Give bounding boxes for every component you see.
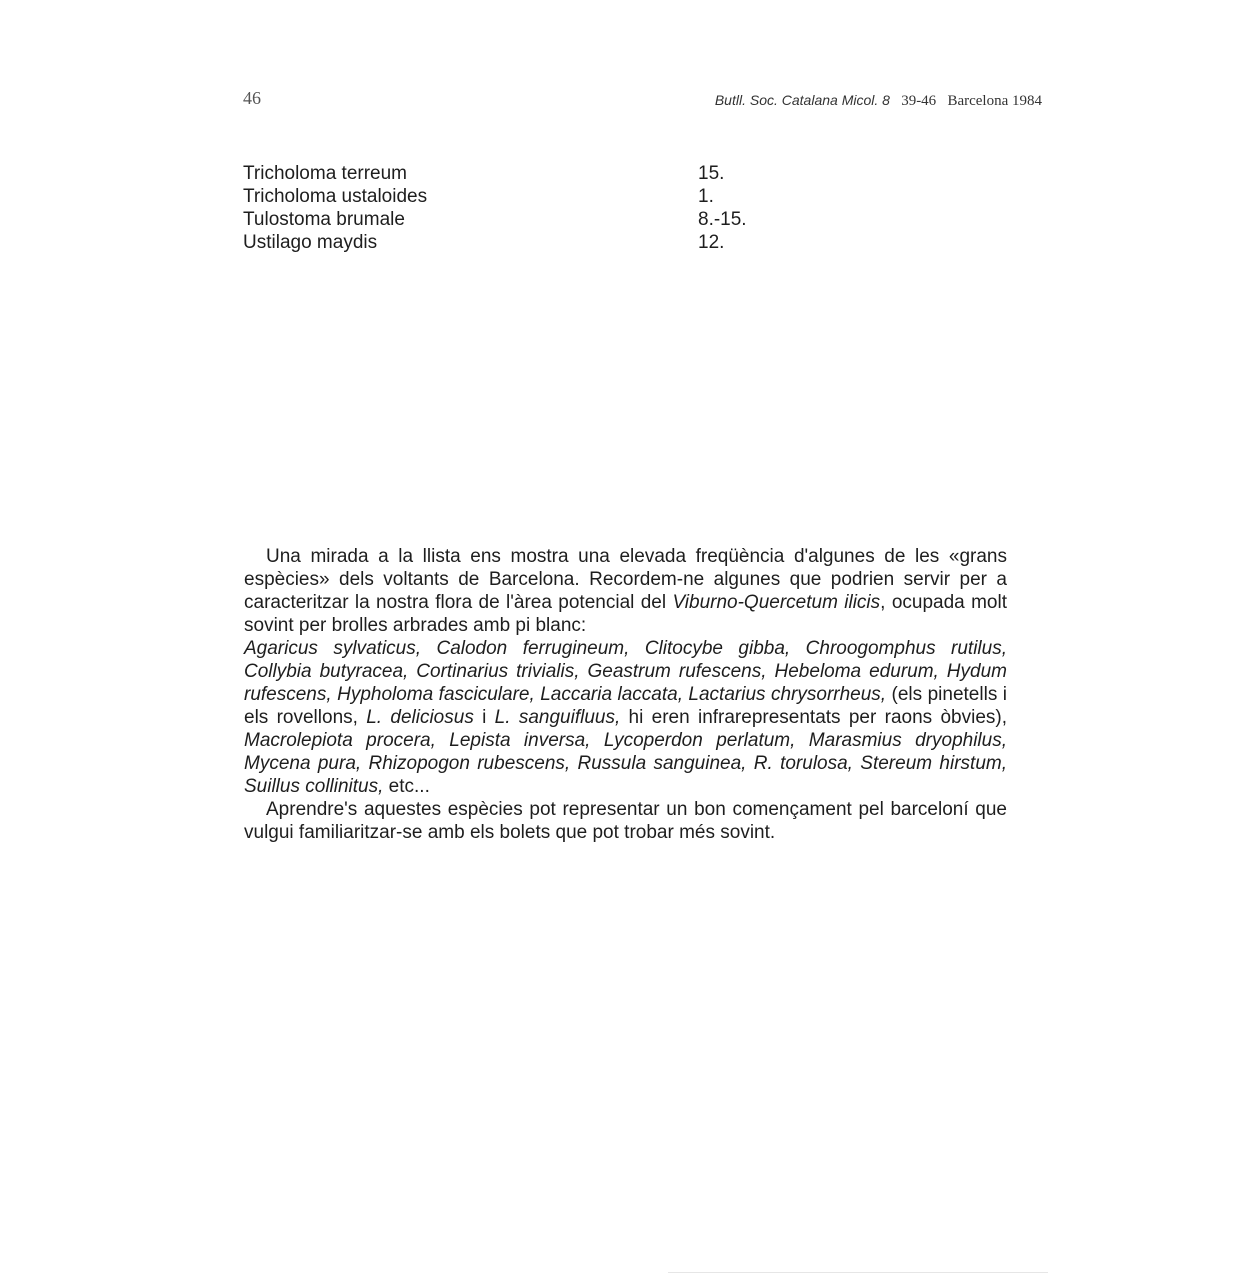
table-row <box>243 185 763 208</box>
species-reference: 15. <box>698 163 725 184</box>
species-name: Tricholoma ustaloides <box>243 186 428 207</box>
species-name: Ustilago maydis <box>243 232 378 253</box>
place-year: Barcelona 1984 <box>947 93 1042 109</box>
species-reference: 12. <box>698 232 725 253</box>
species-list-paragraph <box>244 637 1007 798</box>
species-list-part-1: Agaricus sylvaticus, Calodon ferrugineum, Clitocybe gibba, Chroogomphus rutilus, Collybia butyracea, Cortinarius trivialis, Geastrum rufescens, Hebeloma edurum, Hydum rufescens, Hypholoma fasciculare, Laccaria laccata, Lactarius chrysorrheus, <box>244 638 1007 705</box>
page-number: 46 <box>243 88 261 108</box>
page-range: 39-46 <box>901 93 937 109</box>
parenthetical-close: hi eren infrarepresentats per raons òbvies), <box>620 707 1007 728</box>
paragraph-1-text-a: Una mirada a la llista ens mostra una elevada freqüència d'algunes de les «grans espècies» dels voltants de Barcelona. Recordem-ne algunes que podrien servir per a caracteritzar la nostra flora de l'àrea potencial del <box>244 546 1007 613</box>
bottom-scan-rule <box>668 1272 1048 1273</box>
taxon-l-sanguifluus: L. sanguifluus, <box>494 707 621 728</box>
species-reference: 1. <box>698 186 714 207</box>
species-list-part-2: Macrolepiota procera, Lepista inversa, Lycoperdon perlatum, Marasmius dryophilus, Mycena pura, Rhizopogon rubescens, Russula sanguinea, R. torulosa, Stereum hirstum, Suillus collinitus, <box>244 730 1007 797</box>
paragraph-1-text-b: , ocupada molt sovint per brolles arbrades amb pi blanc: <box>244 592 1007 636</box>
species-name: Tricholoma terreum <box>243 163 408 184</box>
running-header <box>715 92 1042 110</box>
table-row <box>243 162 763 185</box>
paragraph-1 <box>244 545 1007 637</box>
species-name: Tulostoma brumale <box>243 209 405 230</box>
conjunction-i: i <box>473 707 495 728</box>
species-list-etc: etc... <box>383 776 430 797</box>
journal-citation: Butll. Soc. Catalana Micol. 8 <box>714 92 890 108</box>
taxon-l-deliciosus: L. deliciosus <box>366 707 474 728</box>
table-row <box>243 208 763 231</box>
taxon-viburno-quercetum: Viburno-Quercetum ilicis <box>672 592 881 613</box>
body-text <box>244 545 1007 844</box>
paragraph-2: Aprendre's aquestes espècies pot representar un bon començament pel barceloní que vulgui familiaritzar-se amb els bolets que pot trobar més sovint. <box>244 799 1007 843</box>
species-table <box>243 162 763 254</box>
parenthetical-open: (els pinetells i els rovellons, <box>244 684 1007 728</box>
species-reference: 8.-15. <box>698 209 747 230</box>
table-row <box>243 231 763 254</box>
